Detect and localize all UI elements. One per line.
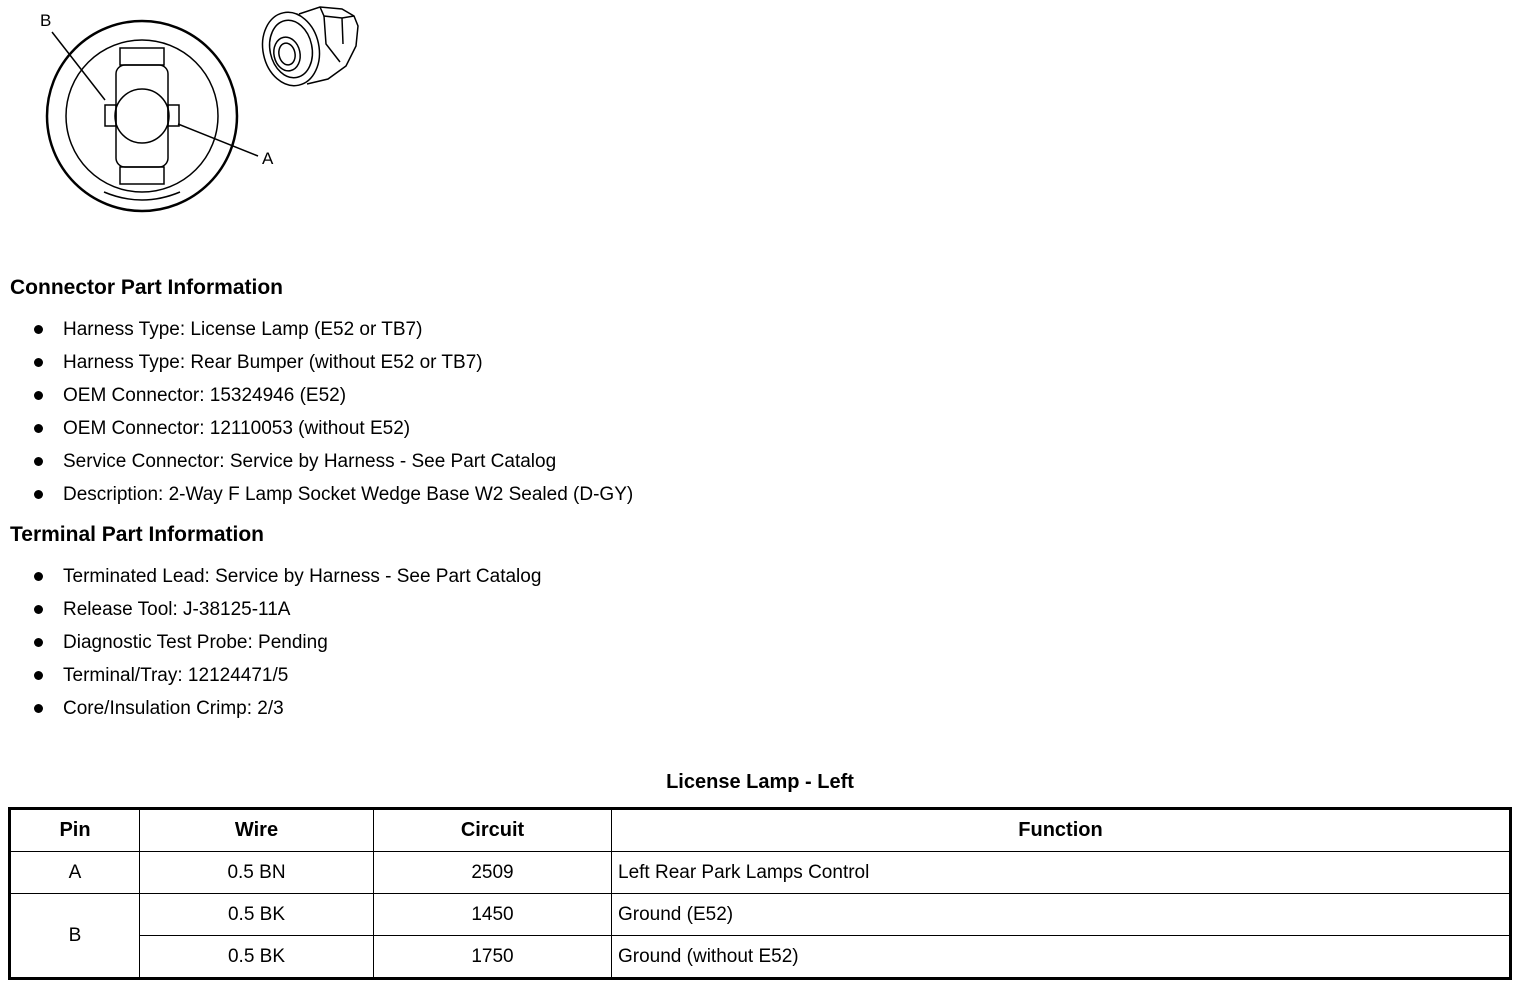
list-item-text: Release Tool: J-38125-11A bbox=[63, 598, 291, 620]
list-item-text: Terminal/Tray: 12124471/5 bbox=[63, 664, 289, 686]
list-item bbox=[34, 379, 1520, 412]
table-title: License Lamp - Left bbox=[666, 771, 854, 793]
list-item-text: Description: 2-Way F Lamp Socket Wedge Base W2 Sealed (D-GY) bbox=[63, 483, 634, 505]
connector-diagram-svg bbox=[2, 4, 402, 239]
bullet-icon bbox=[34, 457, 43, 466]
list-item-text: OEM Connector: 15324946 (E52) bbox=[63, 384, 347, 406]
cell-pin: A bbox=[10, 852, 140, 894]
bullet-icon bbox=[34, 325, 43, 334]
connector-face-view bbox=[47, 21, 237, 211]
table-row bbox=[10, 894, 1511, 936]
bullet-icon bbox=[34, 671, 43, 680]
list-item-text: Harness Type: License Lamp (E52 or TB7) bbox=[63, 318, 423, 340]
list-item-text: OEM Connector: 12110053 (without E52) bbox=[63, 417, 411, 439]
diagram-label-b: B bbox=[40, 11, 52, 30]
column-header-wire: Wire bbox=[140, 809, 374, 852]
bullet-icon bbox=[34, 704, 43, 713]
table-header-row bbox=[10, 809, 1511, 852]
cell-pin: B bbox=[10, 894, 140, 979]
table-row bbox=[10, 852, 1511, 894]
list-item-text: Service Connector: Service by Harness - See Part Catalog bbox=[63, 450, 557, 472]
list-item bbox=[34, 560, 1520, 593]
list-item bbox=[34, 659, 1520, 692]
list-item bbox=[34, 692, 1520, 725]
bullet-icon bbox=[34, 490, 43, 499]
table-row bbox=[10, 936, 1511, 979]
list-item bbox=[34, 346, 1520, 379]
bullet-icon bbox=[34, 358, 43, 367]
diagram-label-a: A bbox=[262, 149, 274, 168]
cell-wire: 0.5 BK bbox=[140, 936, 374, 979]
bullet-icon bbox=[34, 605, 43, 614]
cell-function: Ground (without E52) bbox=[612, 936, 1511, 979]
list-item-text: Core/Insulation Crimp: 2/3 bbox=[63, 697, 284, 719]
terminal-info-list bbox=[34, 560, 1520, 725]
connector-info-list bbox=[34, 313, 1520, 511]
cell-function: Ground (E52) bbox=[612, 894, 1511, 936]
connector-diagram bbox=[2, 4, 1520, 244]
leader-line-a bbox=[178, 124, 258, 156]
cell-wire: 0.5 BK bbox=[140, 894, 374, 936]
cell-wire: 0.5 BN bbox=[140, 852, 374, 894]
list-item bbox=[34, 478, 1520, 511]
column-header-circuit: Circuit bbox=[374, 809, 612, 852]
column-header-pin: Pin bbox=[10, 809, 140, 852]
list-item-text: Terminated Lead: Service by Harness - See Part Catalog bbox=[63, 565, 542, 587]
bullet-icon bbox=[34, 424, 43, 433]
list-item-text: Harness Type: Rear Bumper (without E52 or TB7) bbox=[63, 351, 483, 373]
bullet-icon bbox=[34, 391, 43, 400]
socket-side-view bbox=[256, 7, 358, 91]
list-item-text: Diagnostic Test Probe: Pending bbox=[63, 631, 328, 653]
pinout-table bbox=[8, 807, 1512, 980]
cell-function: Left Rear Park Lamps Control bbox=[612, 852, 1511, 894]
bullet-icon bbox=[34, 572, 43, 581]
list-item bbox=[34, 445, 1520, 478]
list-item bbox=[34, 626, 1520, 659]
list-item bbox=[34, 593, 1520, 626]
column-header-function: Function bbox=[612, 809, 1511, 852]
connector-info-heading: Connector Part Information bbox=[10, 276, 284, 299]
list-item bbox=[34, 313, 1520, 346]
cell-circuit: 1450 bbox=[374, 894, 612, 936]
cell-circuit: 2509 bbox=[374, 852, 612, 894]
list-item bbox=[34, 412, 1520, 445]
terminal-info-heading: Terminal Part Information bbox=[10, 523, 264, 546]
cell-circuit: 1750 bbox=[374, 936, 612, 979]
bullet-icon bbox=[34, 638, 43, 647]
